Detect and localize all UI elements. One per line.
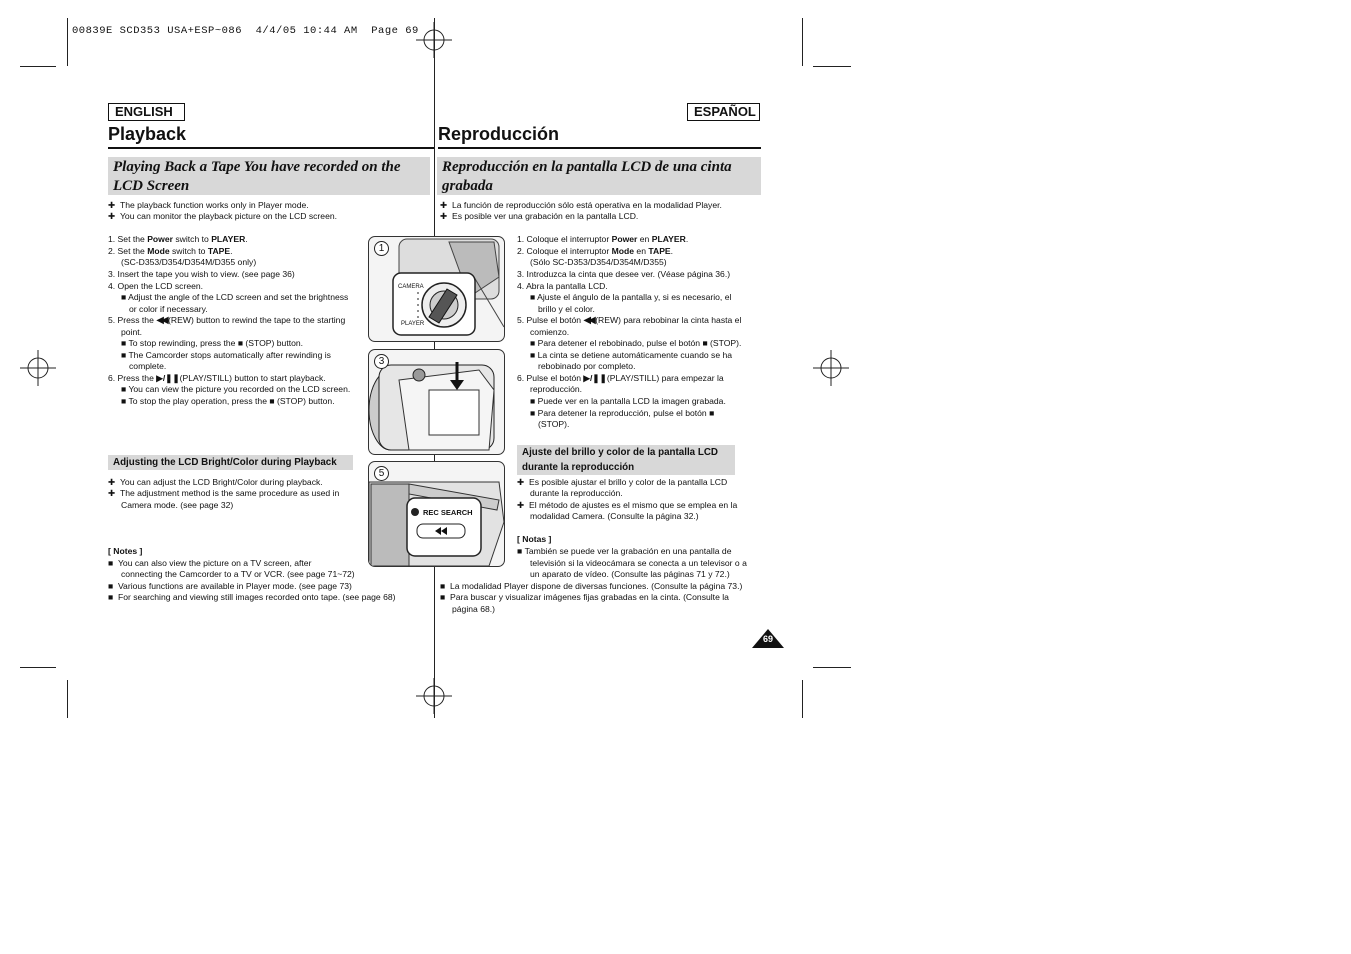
step-6-bullet: ■ To stop the play operation, press the ■ (STOP) button. [121, 396, 335, 406]
section-title: grabada [442, 178, 493, 194]
figure-number: 1 [374, 241, 389, 256]
step-5-bullet: ■ La cinta se detiene automáticamente cuando se ha [530, 350, 733, 360]
registration-mark-icon [813, 350, 849, 386]
step-3: 3. Introduzca la cinta que desee ver. (Véase página 36.) [517, 269, 731, 279]
step-2-note: (SC-D353/D354/D354M/D355 only) [121, 257, 257, 267]
step-1: 1. Set the Power switch to PLAYER. [108, 234, 248, 244]
note-item: ■ You can also view the picture on a TV screen, after [108, 558, 312, 568]
figure-5-rew-button [368, 461, 505, 567]
subsection-title: durante la reproducción [522, 462, 635, 473]
registration-mark-icon [416, 678, 452, 714]
sub-bullet-cont: durante la reproducción. [530, 488, 623, 498]
subsection-title: Adjusting the LCD Bright/Color during Playback [108, 455, 353, 470]
section-title-box [108, 157, 430, 195]
rec-search-label: REC SEARCH [423, 508, 473, 517]
note-item-cont: televisión si la videocámara se conecta a un televisor o a [530, 558, 747, 568]
step-6: 6. Pulse el botón ▶/❚❚(PLAY/STILL) para empezar la [517, 373, 724, 383]
notes-title: [ Notas ] [517, 534, 552, 544]
section-title: LCD Screen [113, 178, 190, 194]
step-4-bullet-cont: or color if necessary. [129, 304, 208, 314]
title-rule [438, 147, 761, 149]
note-item-cont: connecting the Camcorder to a TV or VCR. (see page 71~72) [121, 569, 355, 579]
step-5-bullet: ■ Para detener el rebobinado, pulse el botón ■ (STOP). [530, 338, 742, 348]
stop-icon: ■ [269, 396, 275, 406]
crop-mark [802, 18, 803, 66]
camcorder-tape-illustration [369, 350, 504, 454]
stop-icon: ■ [709, 408, 715, 418]
rewind-icon: ◀◀ [583, 315, 593, 326]
camera-label: CAMERA [398, 284, 424, 290]
step-6-cont: reproducción. [530, 384, 583, 394]
rewind-icon: ◀◀ [156, 315, 166, 326]
subsection-title: Ajuste del brillo y color de la pantalla LCD [522, 447, 718, 458]
crop-mark [67, 18, 68, 66]
section-title-box [437, 157, 761, 195]
step-6-bullet-cont: (STOP). [538, 419, 570, 429]
step-5: 5. Press the ◀◀ (REW) button to rewind the tape to the starting [108, 315, 346, 326]
page-title: Playback [108, 124, 187, 144]
note-item-cont: página 68.) [452, 604, 496, 614]
play-pause-icon: ▶/❚❚ [583, 373, 607, 383]
figure-1-power-switch [368, 236, 505, 342]
sub-bullet-cont: modalidad Camera. (Consulte la página 32.) [530, 511, 699, 521]
step-6: 6. Press the ▶/❚❚(PLAY/STILL) button to start playback. [108, 373, 326, 383]
note-item: ■ For searching and viewing still images recorded onto tape. (see page 68) [108, 592, 396, 602]
stop-icon: ■ [237, 338, 244, 348]
intro-bullet: ✚ The playback function works only in Player mode. [108, 200, 309, 210]
step-4-bullet: ■ Adjust the angle of the LCD screen and set the brightness [121, 292, 349, 302]
crop-mark [20, 66, 56, 67]
print-header: 00839E SCD353 USA+ESP~086 4/4/05 10:44 AM Page 69 [72, 25, 419, 37]
step-6-bullet: ■ Para detener la reproducción, pulse el botón ■ [530, 408, 715, 418]
figure-number: 3 [374, 354, 389, 369]
subsection-title-box [517, 445, 735, 475]
step-6-bullet: ■ You can view the picture you recorded on the LCD screen. [121, 384, 351, 394]
figure-3-insert-tape [368, 349, 505, 455]
intro-bullet: ✚ La función de reproducción sólo está operativa en la modalidad Player. [440, 200, 722, 210]
step-4-bullet-cont: brillo y el color. [538, 304, 595, 314]
section-title: Playing Back a Tape You have recorded on the [113, 159, 401, 175]
registration-mark-icon [416, 22, 452, 58]
camcorder-illustration [369, 237, 504, 341]
language-tab-spanish: ESPAÑOL [687, 103, 760, 121]
step-6-bullet: ■ Puede ver en la pantalla LCD la imagen grabada. [530, 396, 726, 406]
step-5: 5. Pulse el botón ◀◀ (REW) para rebobinar la cinta hasta el [517, 315, 742, 326]
step-5-bullet: ■ The Camcorder stops automatically after rewinding is [121, 350, 331, 360]
stop-icon: ■ [702, 338, 708, 348]
crop-mark [802, 680, 803, 718]
note-item: ■ También se puede ver la grabación en una pantalla de [517, 546, 732, 556]
sub-bullet: ✚ El método de ajustes es el mismo que se emplea en la [517, 500, 738, 510]
step-2-note: (Sólo SC-D353/D354/D354M/D355) [530, 257, 667, 267]
step-5-cont: comienzo. [530, 327, 570, 337]
step-5-bullet: ■ To stop rewinding, press the ■ (STOP) button. [121, 338, 304, 348]
crop-mark [20, 667, 56, 668]
sub-bullet: ✚ Es posible ajustar el brillo y color de la pantalla LCD [517, 477, 728, 487]
section-title: Reproducción en la pantalla LCD de una cinta [442, 159, 732, 175]
note-item-cont: un aparato de vídeo. (Consulte las páginas 71 y 72.) [530, 569, 730, 579]
step-1: 1. Coloque el interruptor Power en PLAYER. [517, 234, 689, 244]
step-2: 2. Coloque el interruptor Mode en TAPE. [517, 246, 674, 256]
step-4-bullet: ■ Ajuste el ángulo de la pantalla y, si es necesario, el [530, 292, 732, 302]
language-tab-english: ENGLISH [108, 103, 185, 121]
crop-mark [813, 66, 851, 67]
note-item: ■ La modalidad Player dispone de diversas funciones. (Consulte la página 73.) [440, 581, 743, 591]
step-2: 2. Set the Mode switch to TAPE. [108, 246, 233, 256]
note-item: ■ Various functions are available in Player mode. (see page 73) [108, 581, 352, 591]
sub-bullet-cont: Camera mode. (see page 32) [121, 500, 234, 510]
title-rule [108, 147, 434, 149]
notes-title: [ Notes ] [108, 546, 143, 556]
step-4: 4. Abra la pantalla LCD. [517, 281, 608, 291]
intro-bullet: ✚ You can monitor the playback picture on the LCD screen. [108, 211, 338, 221]
play-pause-icon: ▶/❚❚ [156, 373, 180, 383]
figure-number: 5 [374, 466, 389, 481]
page-number: 69 [762, 634, 773, 644]
step-4: 4. Open the LCD screen. [108, 281, 204, 291]
crop-mark [67, 680, 68, 718]
step-5-bullet-cont: rebobinado por completo. [538, 361, 636, 371]
sub-bullet: ✚ You can adjust the LCD Bright/Color during playback. [108, 477, 323, 487]
registration-mark-icon [20, 350, 56, 386]
player-label: PLAYER [401, 321, 425, 327]
sub-bullet: ✚ The adjustment method is the same procedure as used in [108, 488, 340, 498]
note-item: ■ Para buscar y visualizar imágenes fijas grabadas en la cinta. (Consulte la [440, 592, 729, 602]
step-5-bullet-cont: complete. [129, 361, 167, 371]
crop-mark [813, 667, 851, 668]
page-title: Reproducción [438, 124, 560, 144]
step-3: 3. Insert the tape you wish to view. (see page 36) [108, 269, 295, 279]
intro-bullet: ✚ Es posible ver una grabación en la pantalla LCD. [440, 211, 639, 221]
step-5-cont: point. [121, 327, 143, 337]
